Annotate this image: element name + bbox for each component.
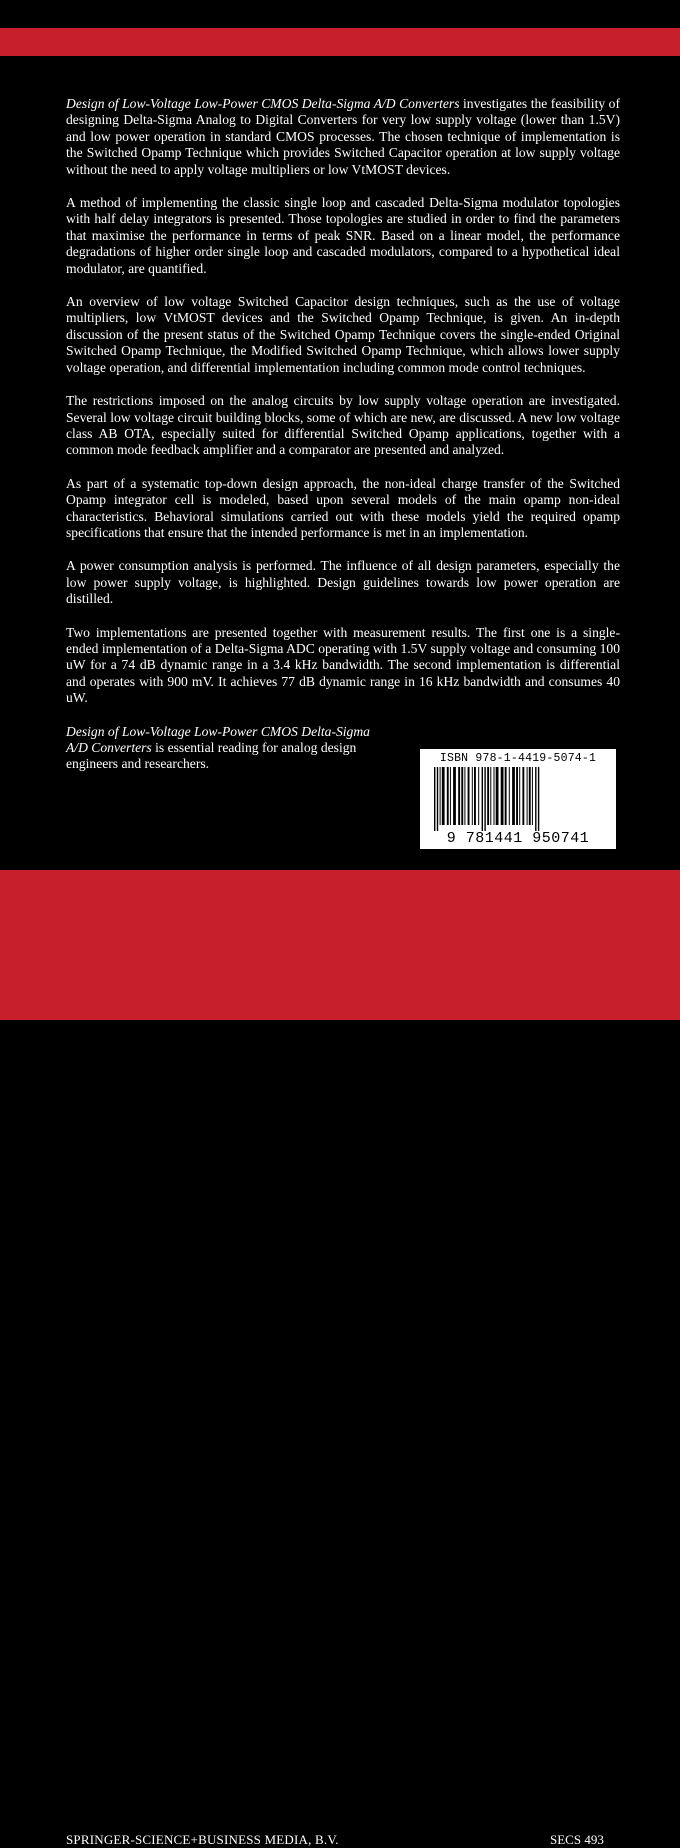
barcode-bar	[527, 767, 528, 825]
paragraph-overview: An overview of low voltage Switched Capacitor design techniques, such as the use of voltage multipliers, low VtMOST devices and the Switched Opamp Technique, is given. An in-depth discussion of the present status of the Switched Opamp Technique covers the single-ended Original Switched Opamp Technique, the Modified Switched Opamp Technique, which allows lower supply voltage operation, and differential implementation including common mode control techniques.	[66, 294, 620, 375]
paragraph-restrictions: The restrictions imposed on the analog circuits by low supply voltage operation are investigated. Several low voltage circuit building blocks, some of which are new, are discussed. A new low voltage class AB OTA, especially suited for differential Switched Opamp applications, together with a common mode feedback amplifier and a comparator are presented and analyzed.	[66, 393, 620, 458]
barcode-bar	[461, 767, 463, 825]
barcode-bar	[501, 767, 504, 825]
paragraph-intro: Design of Low-Voltage Low-Power CMOS Delta-Sigma A/D Converters investigates the feasibility of designing Delta-Sigma Analog to Digital Converters for very low supply voltage (lower than 1.5V) and low power operation in standard CMOS processes. The chosen technique of implementation is the Switched Opamp Technique which provides Switched Capacitor operation at low supply voltage without the need to apply voltage multipliers or low VtMOST devices.	[66, 96, 620, 177]
barcode-bar	[437, 767, 438, 831]
top-red-band	[0, 28, 680, 56]
barcode-bar	[468, 767, 470, 825]
barcode-bar	[532, 767, 533, 825]
book-title-italic: Design of Low-Voltage Low-Power CMOS Delta-Sigma A/D Converters	[66, 96, 460, 111]
paragraph-closing: Design of Low-Voltage Low-Power CMOS Delta-Sigma A/D Converters is essential reading for analog design engineers and researchers.	[66, 723, 370, 772]
barcode-bars	[434, 767, 602, 831]
barcode-bar	[512, 767, 515, 825]
barcode-bar	[453, 767, 456, 825]
barcode-bar	[484, 767, 485, 831]
barcode-bar	[487, 767, 489, 825]
barcode-digits: 9 781441 950741	[446, 830, 590, 847]
barcode-bar	[447, 767, 449, 825]
barcode-bar	[482, 767, 483, 831]
barcode-bar	[494, 767, 495, 825]
paragraph-power-analysis: A power consumption analysis is performed. The influence of all design parameters, especially the low power supply voltage, is highlighted. Design guidelines towards low power operation are distilled.	[66, 558, 620, 607]
barcode-bar	[464, 767, 465, 825]
barcode-bar	[474, 767, 476, 825]
barcode-bar	[450, 767, 451, 825]
barcode-bar	[434, 767, 435, 831]
publisher-name: SPRINGER-SCIENCE+BUSINESS MEDIA, B.V.	[66, 1832, 339, 1847]
barcode-bar	[505, 767, 507, 825]
top-black-stripe	[0, 0, 680, 28]
barcode-bar	[538, 767, 539, 831]
barcode-bar	[529, 767, 531, 825]
back-cover-description	[66, 96, 620, 773]
barcode-bar	[440, 767, 441, 825]
bottom-red-band	[0, 870, 680, 1847]
barcode-bar	[516, 767, 518, 825]
isbn-barcode	[420, 749, 616, 849]
barcode-bar	[442, 767, 445, 825]
barcode-bar	[490, 767, 491, 825]
paragraph-design-approach: As part of a systematic top-down design approach, the non-ideal charge transfer of the Switched Opamp integrator cell is modeled, based upon several models of the main opamp non-ideal characteristics. Behavioral simulations carried out with these models yield the required opamp specifications that ensure that the intended performance is met in an implementation.	[66, 475, 620, 540]
barcode-bar	[519, 767, 520, 825]
barcode-bar	[535, 767, 536, 831]
barcode-bar	[472, 767, 473, 825]
barcode-bar	[478, 767, 479, 825]
series-number: SECS 493	[550, 1832, 604, 1847]
isbn-label: ISBN 978-1-4419-5074-1	[439, 752, 597, 765]
barcode-bar	[509, 767, 510, 825]
barcode-bar	[522, 767, 524, 825]
barcode-bar	[458, 767, 460, 825]
paragraph-topologies: A method of implementing the classic single loop and cascaded Delta-Sigma modulator topologies with half delay integrators is presented. Those topologies are studied in order to find the parameters that maximise the performance in terms of peak SNR. Based on a linear model, the performance degradations of higher order single loop and cascaded modulators, compared to a hypothetical ideal modulator, are quantified.	[66, 195, 620, 276]
paragraph-implementations: Two implementations are presented together with measurement results. The first one is a single-ended implementation of a Delta-Sigma ADC operating with 1.5V supply voltage and consuming 100 uW for a 74 dB dynamic range in a 3.4 kHz bandwidth. The second implementation is differential and operates with 900 mV. It achieves 77 dB dynamic range in 16 kHz bandwidth and consumes 40 uW.	[66, 624, 620, 706]
barcode-bar	[496, 767, 499, 825]
book-title-italic: Design of Low-Voltage Low-Power CMOS Delta-Sigma A/D Converters	[66, 723, 370, 755]
